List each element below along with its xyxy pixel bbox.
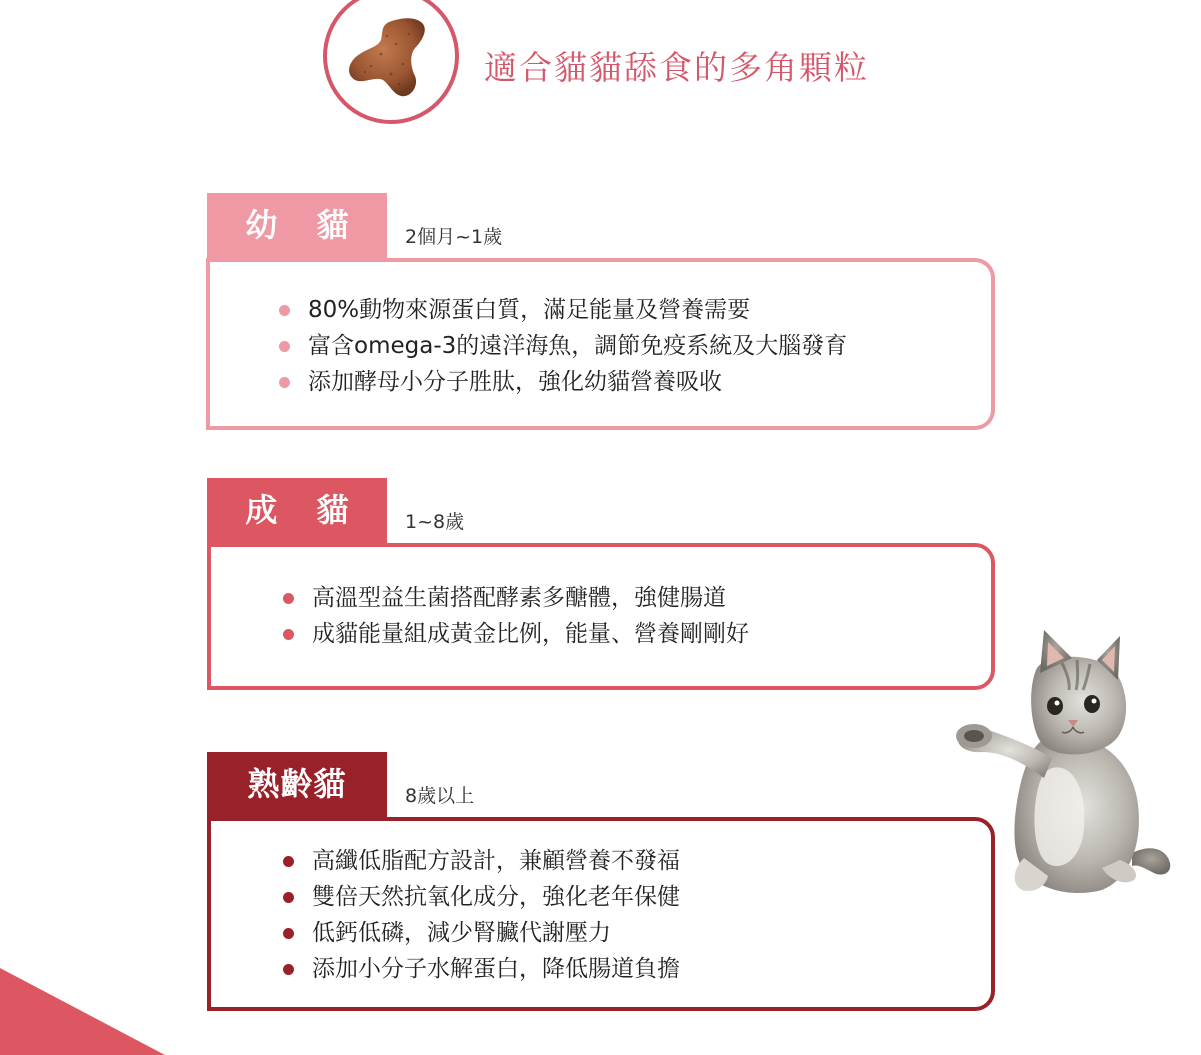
corner-triangle [0,968,170,1055]
benefit-text: 雙倍天然抗氧化成分，強化老年保健 [312,884,680,910]
kitten-photo [952,628,1177,898]
benefit-text: 添加小分子水解蛋白，降低腸道負擔 [312,956,680,982]
bullet-dot-icon [279,377,290,388]
bullet-dot-icon [283,928,294,939]
benefit-item [283,843,680,879]
stage-tab: 幼 貓 [207,193,387,258]
stage-age: 1~8歲 [405,511,465,533]
benefit-list [283,580,749,652]
stage-benefits-box [207,258,995,430]
benefit-item [283,580,749,616]
benefit-item [279,292,847,328]
benefit-text: 成貓能量組成黃金比例，能量、營養剛剛好 [312,621,749,647]
benefit-item [283,616,749,652]
bullet-dot-icon [279,341,290,352]
stage-age: 2個月~1歲 [405,226,503,248]
bullet-dot-icon [279,305,290,316]
bullet-dot-icon [283,892,294,903]
bullet-dot-icon [283,964,294,975]
benefit-text: 高溫型益生菌搭配酵素多醣體，強健腸道 [312,585,726,611]
benefit-text: 高纖低脂配方設計，兼顧營養不發福 [312,848,680,874]
bullet-dot-icon [283,856,294,867]
benefit-text: 添加酵母小分子胜肽，強化幼貓營養吸收 [308,369,722,395]
stage-benefits-box [207,543,995,690]
page-headline: 適合貓貓舔食的多角顆粒 [484,48,869,87]
stage-tab: 熟齡貓 [207,752,387,817]
benefit-item [283,879,680,915]
benefit-list [279,292,847,400]
benefit-item [283,915,680,951]
stage-tab: 成 貓 [207,478,387,543]
benefit-item [279,364,847,400]
benefit-text: 低鈣低磷，減少腎臟代謝壓力 [312,920,611,946]
benefit-text: 80%動物來源蛋白質，滿足能量及營養需要 [308,297,751,323]
stage-benefits-box [207,817,995,1011]
bullet-dot-icon [283,629,294,640]
benefit-text: 富含omega-3的遠洋海魚，調節免疫系統及大腦發育 [308,333,848,359]
benefit-item [283,951,680,987]
benefit-item [279,328,847,364]
benefit-list [283,843,680,987]
kibble-icon [341,14,441,104]
stage-age: 8歲以上 [405,785,475,807]
bullet-dot-icon [283,593,294,604]
kibble-badge [323,0,459,124]
